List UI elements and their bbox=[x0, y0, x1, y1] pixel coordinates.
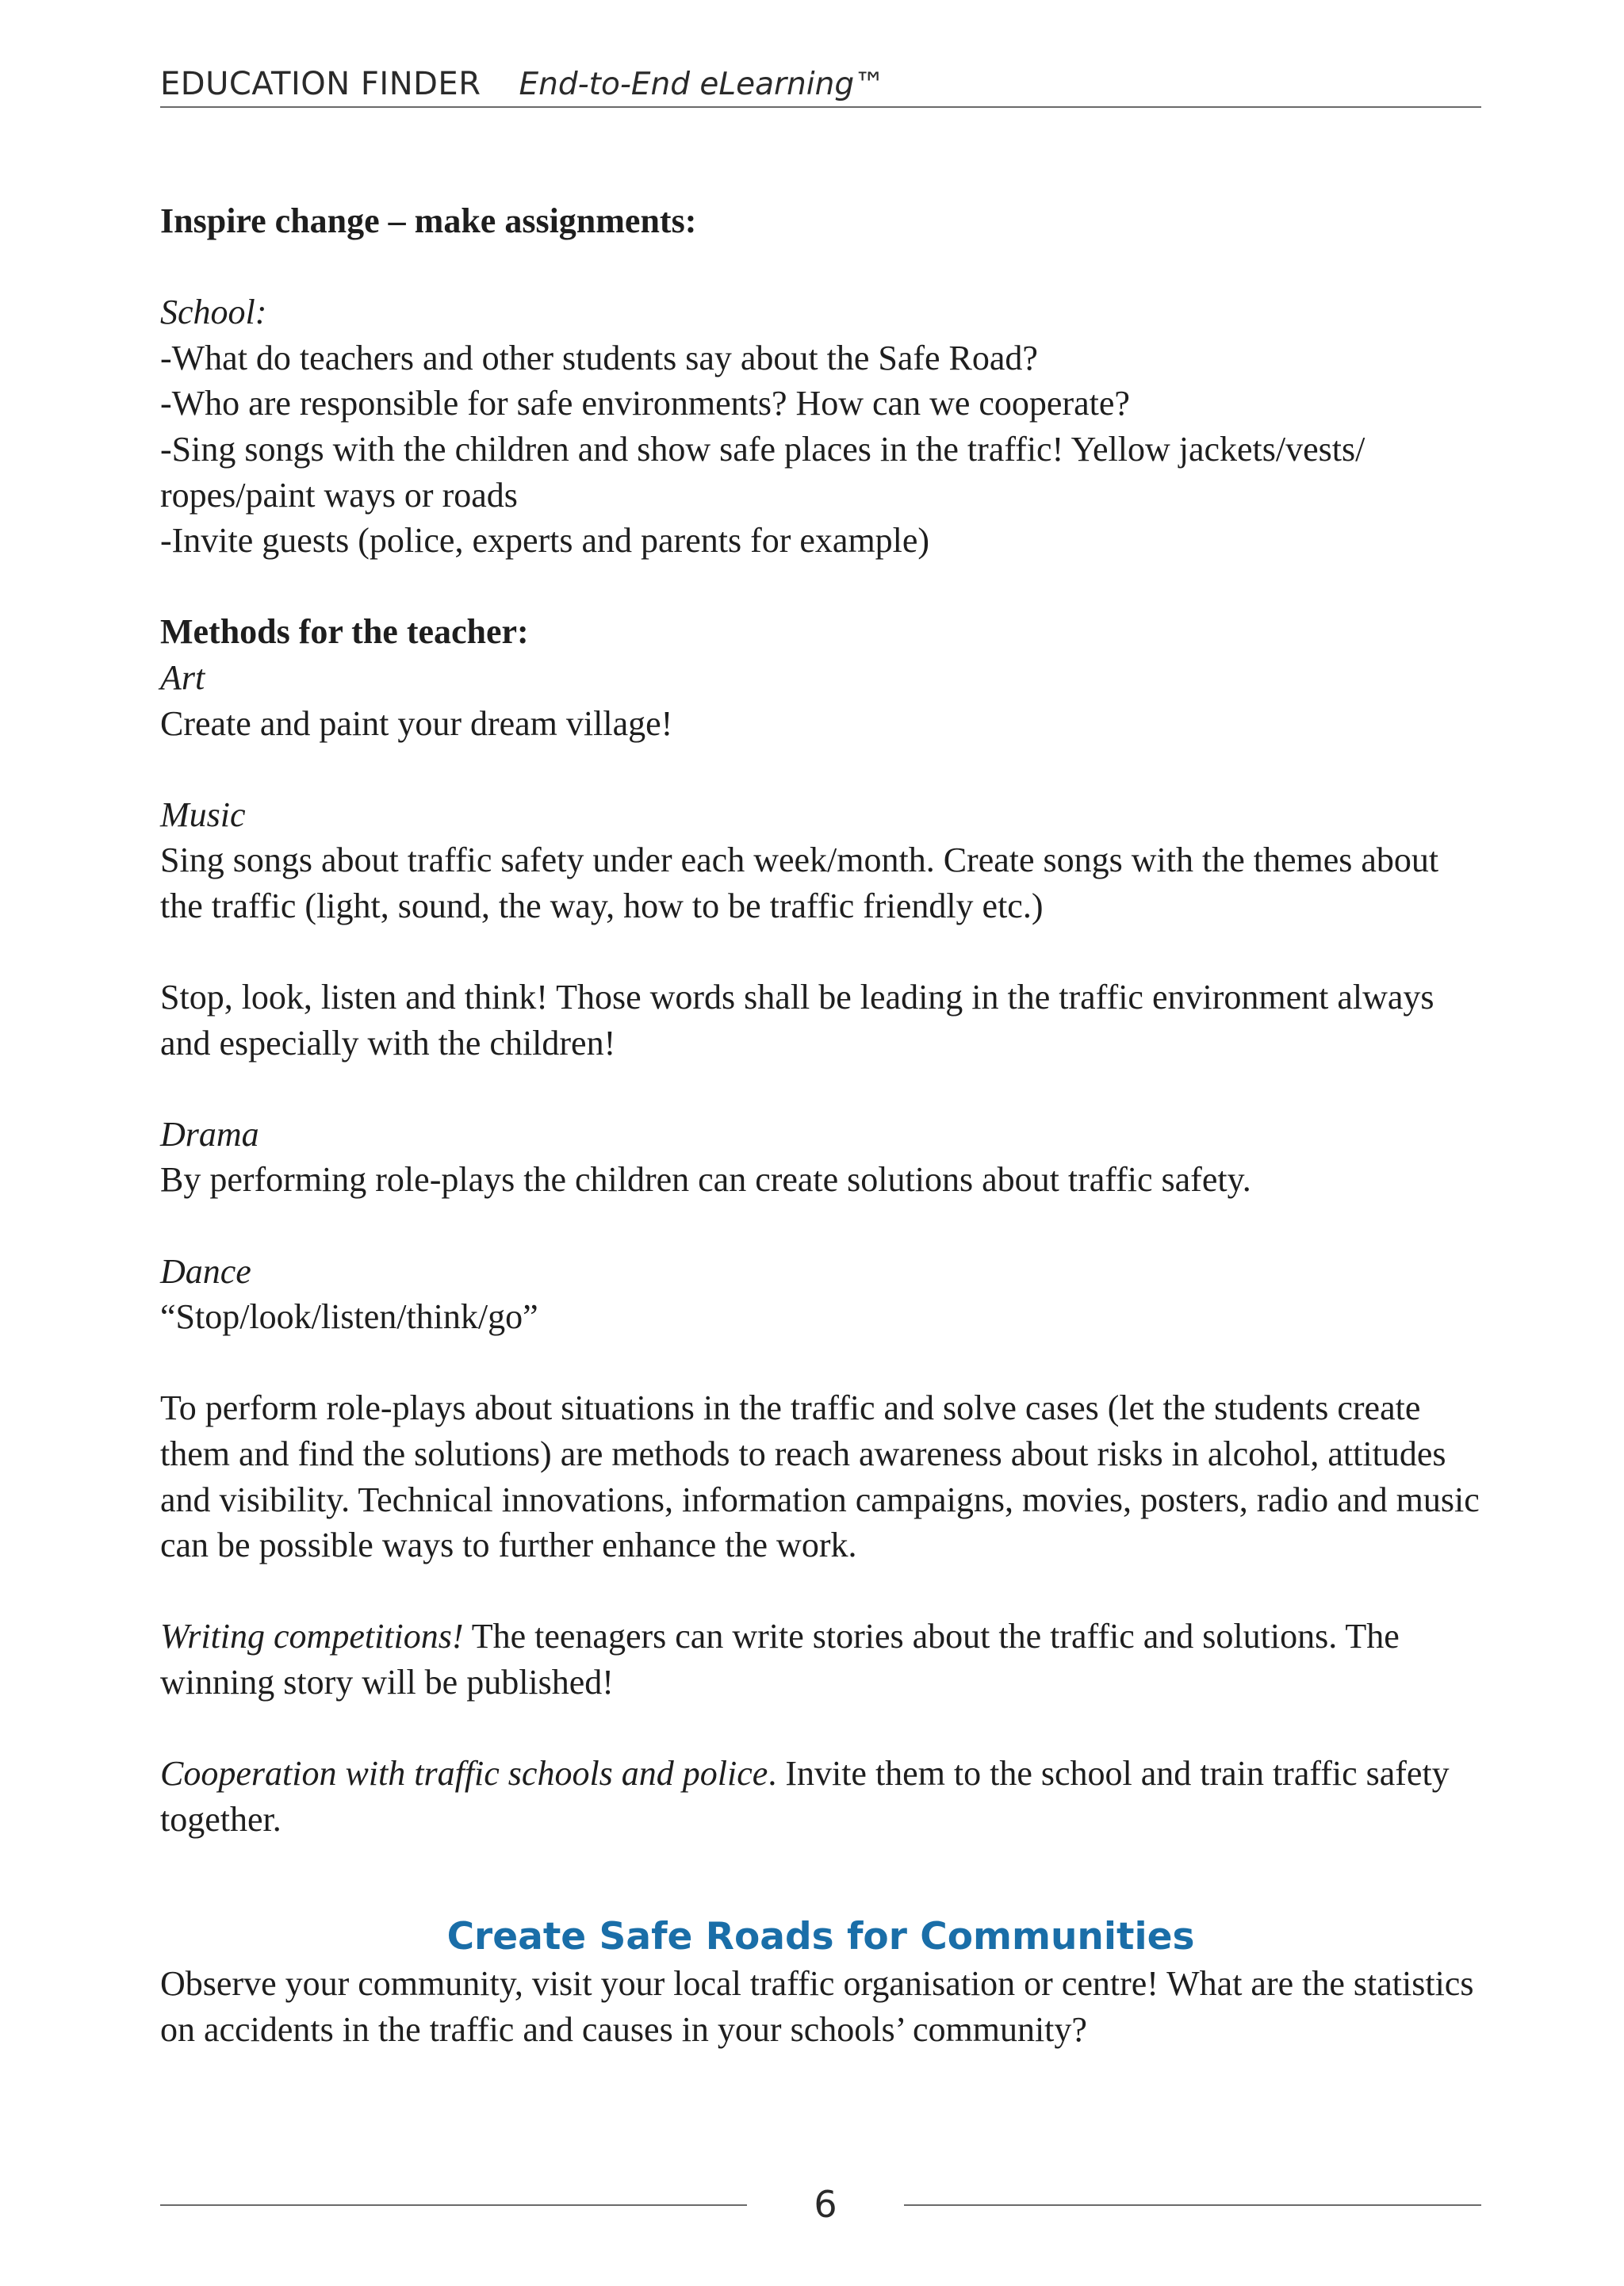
roleplay-text: To perform role-plays about situations in the traffic and solve cases (let the students create them and find the solutions) are methods to reach awareness about risks in alcohol, attitudes and visibility. Technical innovations, information campaigns, movies, posters, radio and music can be possible ways to further enhance the work. bbox=[160, 1388, 1480, 1565]
drama-text: By performing role-plays the children can create solutions about traffic safety. bbox=[160, 1160, 1251, 1200]
music-label: Music bbox=[160, 795, 246, 834]
header-tagline: End-to-End eLearning™ bbox=[519, 67, 886, 102]
observe-text: Observe your community, visit your local traffic organisation or centre! What are the statistics on accidents in the traffic and causes in your schools’ community? bbox=[160, 1964, 1474, 2049]
dance-text: “Stop/look/listen/think/go” bbox=[160, 1297, 538, 1337]
inspire-heading: Inspire change – make assignments: bbox=[160, 201, 697, 240]
music-text: Sing songs about traffic safety under each week/month. Create songs with the themes about the traffic (light, sound, the way, how to be traffic friendly etc.) bbox=[160, 840, 1439, 925]
cooperation-text: . Invite them to the school and train traffic safety together. bbox=[160, 1754, 1450, 1839]
school-line: -Who are responsible for safe environments? How can we cooperate? bbox=[160, 384, 1130, 423]
section-title: Create Safe Roads for Communities bbox=[446, 1915, 1195, 1959]
methods-heading: Methods for the teacher: bbox=[160, 612, 529, 652]
school-label: School: bbox=[160, 293, 267, 332]
header-brand: EDUCATION FINDER bbox=[160, 66, 481, 102]
page-content bbox=[160, 198, 1481, 2053]
footer-rule-left bbox=[160, 2204, 747, 2206]
writing-label: Writing competitions! bbox=[160, 1617, 464, 1656]
school-line: -Sing songs with the children and show safe places in the traffic! Yellow jackets/vests/ ropes/paint ways or roads bbox=[160, 429, 1365, 515]
dance-label: Dance bbox=[160, 1251, 251, 1291]
stop-look-text: Stop, look, listen and think! Those words shall be leading in the traffic environment always and especially with the children! bbox=[160, 978, 1434, 1063]
school-line: -What do teachers and other students say about the Safe Road? bbox=[160, 338, 1038, 377]
writing-text: The teenagers can write stories about the traffic and solutions. The winning story will be published! bbox=[160, 1617, 1400, 1702]
school-line: -Invite guests (police, experts and parents for example) bbox=[160, 521, 930, 561]
page-header bbox=[160, 62, 1481, 108]
drama-label: Drama bbox=[160, 1114, 259, 1154]
art-label: Art bbox=[160, 657, 205, 697]
writing-paragraph bbox=[160, 1614, 1481, 1705]
footer-rule-right bbox=[904, 2204, 1481, 2206]
art-text: Create and paint your dream village! bbox=[160, 703, 673, 743]
cooperation-label: Cooperation with traffic schools and police bbox=[160, 1754, 768, 1794]
cooperation-paragraph bbox=[160, 1751, 1481, 1842]
page-number: 6 bbox=[814, 2183, 837, 2226]
